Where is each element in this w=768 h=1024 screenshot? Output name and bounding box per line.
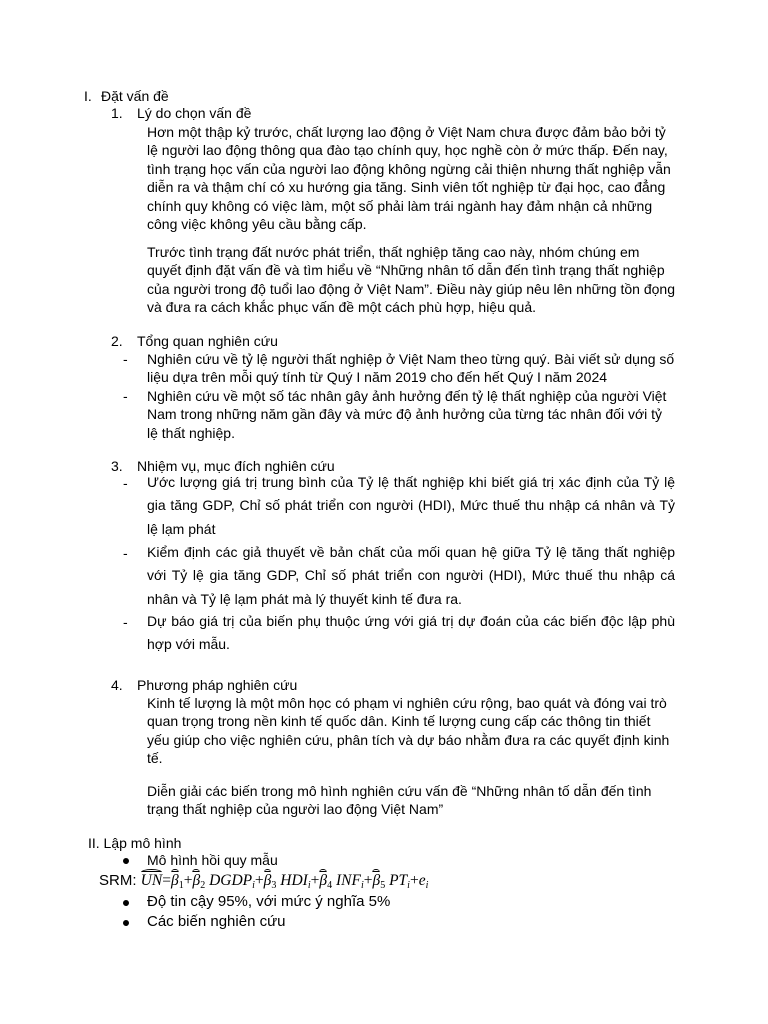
bullet-icon [123, 920, 129, 926]
section-2-title: II. Lập mô hình [88, 835, 182, 851]
objective-item-2: Kiểm định các giả thuyết về bản chất của mối quan hệ giữa Tỷ lệ tăng thất nghiệp với Tỷ lệ gia tăng GDP, Chỉ số phát triển con người (HDI), Mức thuế thu nhập cá nhân và Tỷ lệ lạm phát mà lý thuyết kinh tế đưa ra. [147, 544, 675, 607]
list-marker: - [123, 475, 128, 491]
method-paragraph-1: Kinh tế lượng là một môn học có phạm vi nghiên cứu rộng, bao quát và đóng vai trò quan trọng trong nền kinh tế quốc dân. Kinh tế lượng cung cấp các thông tin thiết yếu giúp cho việc nghiên cứu, phân tích và dự báo nhằm đưa ra các quyết định kinh tế. [147, 695, 670, 767]
formula-op: + [183, 872, 193, 889]
subsection-4-number: 4. [111, 677, 123, 693]
formula-lhs: UN [141, 872, 163, 890]
overview-item-2: Nghiên cứu về một số tác nhân gây ảnh hưởng đến tỷ lệ thất nghiệp của người Việt Nam trong những năm gần đây và mức độ ảnh hưởng của từng tác nhân đối với tỷ lệ thất nghiệp. [147, 388, 667, 441]
formula-op: + [409, 872, 419, 889]
formula-beta-5: β [372, 872, 380, 890]
list-marker: - [123, 545, 128, 561]
srm-formula [99, 872, 428, 891]
formula-op: + [310, 872, 320, 889]
formula-sub: 5 [380, 880, 386, 891]
formula-sub: i [425, 880, 429, 891]
model-bullet: Mô hình hồi quy mẫu [147, 852, 278, 868]
list-marker: - [123, 351, 128, 367]
subsection-1-title: Lý do chọn vấn đề [137, 105, 252, 121]
formula-beta-3: β [264, 872, 272, 890]
list-marker: - [123, 388, 128, 404]
formula-sub: 4 [327, 880, 333, 891]
formula-expression [141, 872, 429, 889]
formula-sub: i [407, 880, 410, 891]
subsection-1-number: 1. [111, 105, 123, 121]
formula-beta-2: β [192, 872, 200, 890]
formula-label: SRM: [99, 872, 137, 889]
formula-equals: = [162, 872, 171, 889]
formula-var-inf: INF [335, 872, 361, 889]
formula-var-dgdp: DGDP [209, 872, 253, 889]
formula-sub: 3 [271, 880, 277, 891]
formula-sub: i [252, 880, 255, 891]
objective-item-1: Ước lượng giá trị trung bình của Tỷ lệ thất nghiệp khi biết giá trị xác định của Tỷ lệ gia tăng GDP, Chỉ số phát triển con người (HDI), Mức thuế thu nhập cá nhân và Tỷ lệ lạm phát [147, 474, 675, 537]
formula-op: + [254, 872, 264, 889]
formula-beta-1: β [171, 872, 179, 890]
formula-error: e [418, 872, 426, 889]
formula-sub: 2 [200, 880, 206, 891]
reason-paragraph-1: Hơn một thập kỷ trước, chất lượng lao động ở Việt Nam chưa được đảm bảo bởi tỷ lệ người lao động thông qua đào tạo chính quy, học nghề còn ở mức thấp. Đến nay, tình trạng học vấn của người lao động không ngừng cải thiện nhưng thất nghiệp vẫn diễn ra và thậm chí có xu hướng gia tăng. Sinh viên tốt nghiệp từ đại học, cao đẳng chính quy không có việc làm, một số phải làm trái ngành hay đảm nhận cả những công việc không yêu cầu bằng cấp. [147, 124, 671, 233]
overview-item-1: Nghiên cứu về tỷ lệ người thất nghiệp ở Việt Nam theo từng quý. Bài viết sử dụng số liệu dựa trên mỗi quý tính từ Quý I năm 2019 cho đến hết Quý I năm 2024 [147, 351, 675, 386]
confidence-bullet: Độ tin cậy 95%, với mức ý nghĩa 5% [147, 893, 391, 910]
list-marker: - [123, 614, 128, 630]
formula-beta-4: β [319, 872, 327, 890]
reason-paragraph-2: Trước tình trạng đất nước phát triển, thất nghiệp tăng cao này, nhóm chúng em quyết định đặt vấn đề và tìm hiểu về “Những nhân tố dẫn đến tình trạng thất nghiệp của người trong độ tuổi lao động ở Việt Nam”. Điều này giúp nêu lên những tồn đọng và đưa ra cách khắc phục vấn đề một cách phù hợp, hiệu quả. [147, 244, 675, 316]
formula-sub: 1 [178, 880, 184, 891]
formula-var-hdi: HDI [280, 872, 308, 889]
formula-op: + [363, 872, 373, 889]
section-1-title: Đặt vấn đề [101, 88, 169, 104]
subsection-3-title: Nhiệm vụ, mục đích nghiên cứu [137, 458, 335, 474]
bullet-icon [123, 900, 129, 906]
subsection-2-number: 2. [111, 333, 123, 349]
method-paragraph-2: Diễn giải các biến trong mô hình nghiên cứu vấn đề “Những nhân tố dẫn đến tình trạng thất nghiệp của người lao động Việt Nam” [147, 783, 652, 818]
subsection-2-title: Tổng quan nghiên cứu [137, 333, 278, 349]
subsection-3-number: 3. [111, 458, 123, 474]
bullet-icon [123, 858, 129, 864]
subsection-4-title: Phương pháp nghiên cứu [137, 677, 298, 693]
formula-var-pt: PT [389, 872, 408, 889]
objective-item-3: Dự báo giá trị của biến phụ thuộc ứng với giá trị dự đoán của các biến độc lập phù hợp với mẫu. [147, 613, 675, 653]
variables-bullet: Các biến nghiên cứu [147, 913, 286, 930]
formula-sub: i [307, 880, 311, 891]
formula-sub: i [360, 880, 364, 891]
section-1-number: I. [84, 88, 92, 104]
